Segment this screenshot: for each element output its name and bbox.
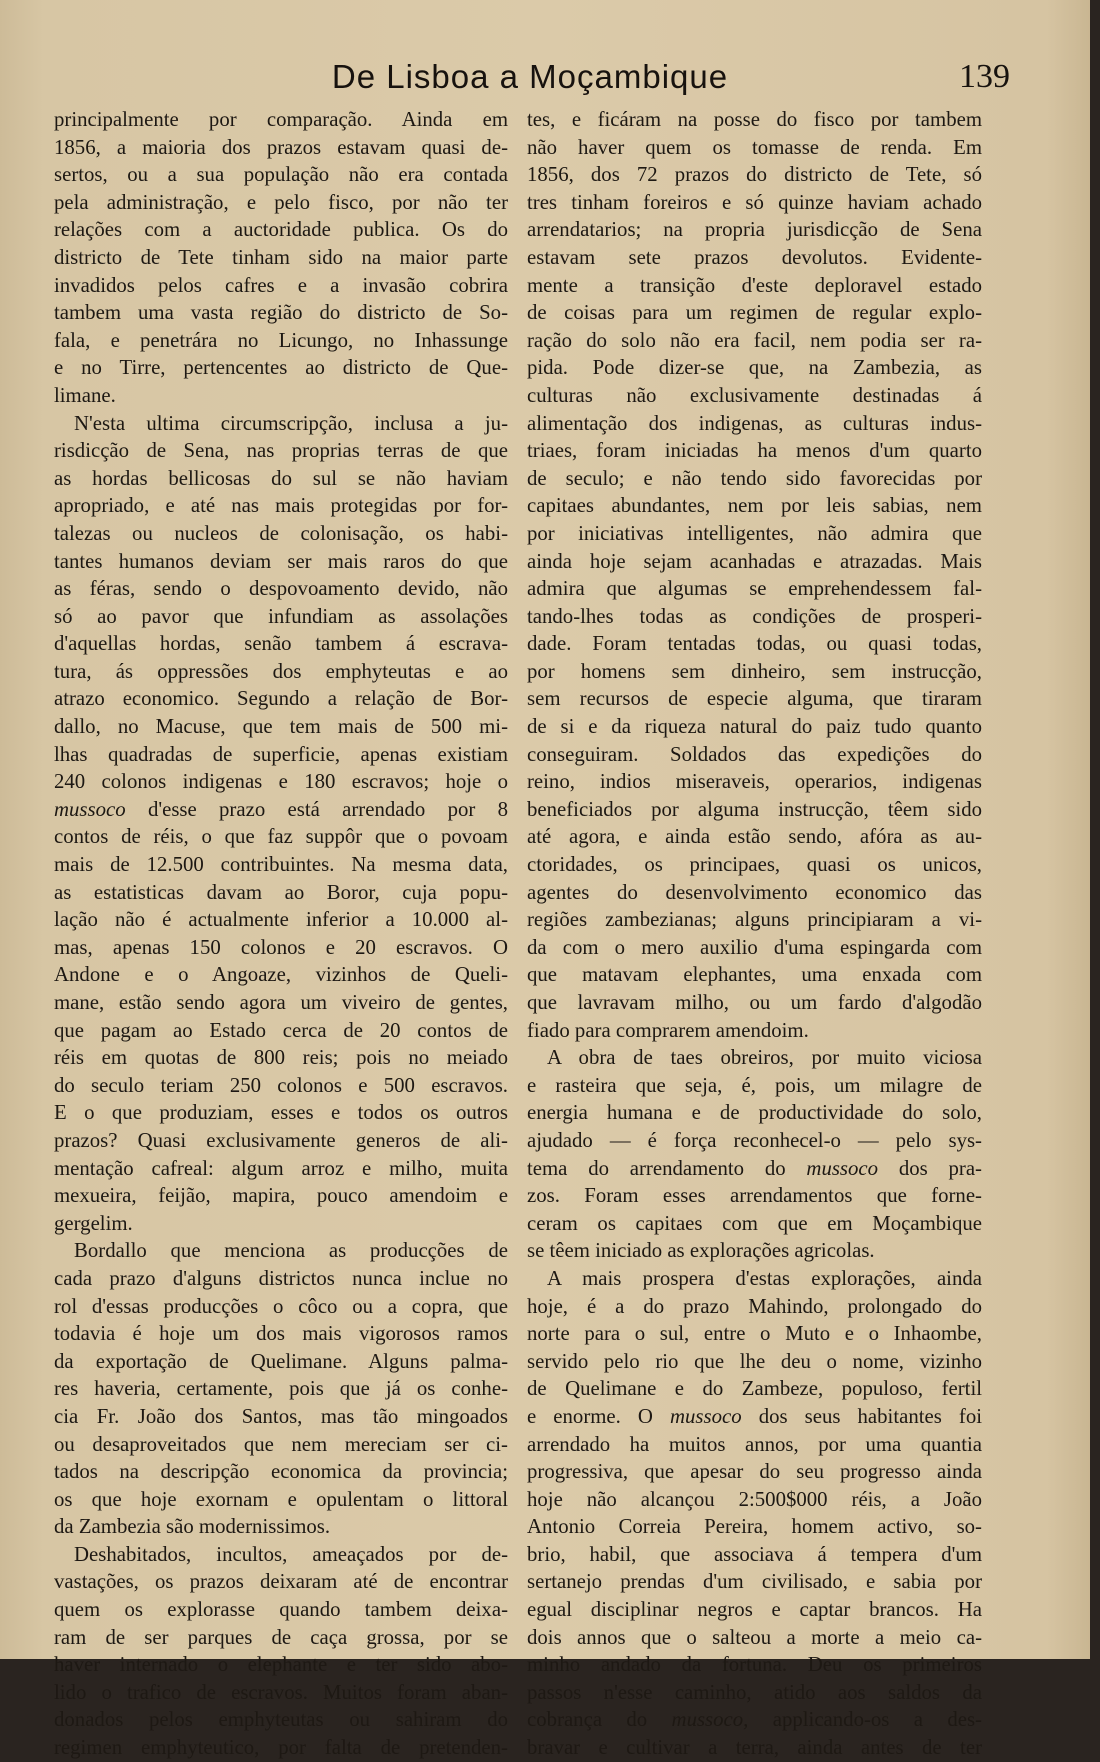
text-line xyxy=(527,1182,982,1210)
text-line xyxy=(54,216,508,244)
text-line xyxy=(54,1431,508,1459)
text-line xyxy=(54,630,508,658)
line-text: principalmente por comparação. Ainda em xyxy=(54,108,508,131)
text-line xyxy=(54,1210,508,1238)
text-line xyxy=(54,1624,508,1652)
text-line xyxy=(54,1734,508,1762)
line-text: ctoridades, os principaes, quasi os unicos, xyxy=(527,853,982,877)
text-line xyxy=(54,1596,508,1624)
line-text: tambem uma vasta região do districto de So- xyxy=(54,301,508,325)
text-line xyxy=(54,1541,508,1569)
line-text: energia humana e de productividade do solo, xyxy=(527,1101,982,1125)
page-number: 139 xyxy=(959,58,1010,95)
text-line xyxy=(54,272,508,300)
line-text: sertos, ou a sua população não era contada xyxy=(54,163,508,187)
line-text: risdicção de Sena, nas proprias terras de que xyxy=(54,439,508,463)
text-line xyxy=(527,299,982,327)
text-line xyxy=(527,603,982,631)
line-text: A mais prospera d'estas explorações, ainda xyxy=(547,1266,982,1290)
text-line xyxy=(527,465,982,493)
text-line xyxy=(527,354,982,382)
text-line xyxy=(54,575,508,603)
text-line xyxy=(527,1596,982,1624)
line-text: N'esta ultima circumscripção, inclusa a ju- xyxy=(74,411,508,435)
text-line xyxy=(54,382,508,410)
text-line xyxy=(527,575,982,603)
text-line xyxy=(527,906,982,934)
line-text: mexueira, feijão, mapira, pouco amendoim e xyxy=(54,1184,508,1208)
text-line xyxy=(527,851,982,879)
line-text: todavia é hoje um dos mais vigorosos ramos xyxy=(54,1322,508,1346)
line-text: ajudado — é força reconhecel-o — pelo sys- xyxy=(527,1128,982,1152)
text-line xyxy=(54,1182,508,1210)
line-text: e no Tirre, pertencentes ao districto de Que- xyxy=(54,356,508,380)
line-text: cobrança do xyxy=(527,1708,672,1732)
text-line xyxy=(54,1237,508,1265)
line-text: conseguiram. Soldados das expedições do xyxy=(527,742,982,766)
text-line xyxy=(527,713,982,741)
line-text: hoje não alcançou 2:500$000 réis, a João xyxy=(527,1487,982,1511)
text-line xyxy=(54,1320,508,1348)
line-text: se têem iniciado as explorações agricolas. xyxy=(527,1239,875,1263)
text-line xyxy=(527,1624,982,1652)
line-text: passos n'esse caminho, atido aos saldos da xyxy=(527,1680,982,1704)
line-text: fiado para comprarem amendoim. xyxy=(527,1018,809,1042)
text-line xyxy=(54,1679,508,1707)
text-line xyxy=(54,768,508,796)
text-line xyxy=(527,823,982,851)
line-text: dallo, no Macuse, que tem mais de 500 mi- xyxy=(54,715,508,739)
line-text: de Quelimane e do Zambeze, populoso, fertil xyxy=(527,1377,982,1401)
text-line xyxy=(527,796,982,824)
line-text: só ao pavor que infundiam as assolações xyxy=(54,604,508,628)
text-line xyxy=(54,1568,508,1596)
text-line xyxy=(54,989,508,1017)
italic-term: mussoco xyxy=(670,1404,742,1428)
line-text: atrazo economico. Segundo a relação de Bor- xyxy=(54,687,508,711)
italic-term: mussoco xyxy=(54,797,126,821)
text-line xyxy=(527,244,982,272)
line-text: d'aquellas hordas, senão tambem á escrava- xyxy=(54,632,508,656)
text-line xyxy=(527,1293,982,1321)
text-line xyxy=(54,189,508,217)
line-text: da exportação de Quelimane. Alguns palma- xyxy=(54,1349,508,1373)
line-text: alimentação dos indigenas, as culturas indus- xyxy=(527,411,982,435)
line-text: mas, apenas 150 colonos e 20 escravos. O xyxy=(54,935,508,959)
line-text: rol d'essas producções o côco ou a copra, que xyxy=(54,1294,508,1318)
text-line xyxy=(527,189,982,217)
text-line xyxy=(527,1099,982,1127)
line-text: invadidos pelos cafres e a invasão cobrira xyxy=(54,273,508,297)
text-line xyxy=(54,492,508,520)
text-line xyxy=(527,630,982,658)
line-text: sertanejo prendas d'um civilisado, e sabia por xyxy=(527,1570,982,1594)
line-text: agentes do desenvolvimento economico das xyxy=(527,880,982,904)
line-text: tura, ás oppressões dos emphyteutas e ao xyxy=(54,659,508,683)
line-text: contos de réis, o que faz suppôr que o povoam xyxy=(54,825,508,849)
text-line xyxy=(54,1458,508,1486)
line-text: d'esse prazo está arrendado por 8 xyxy=(125,797,508,821)
line-text: da com o mero auxilio d'uma espingarda com xyxy=(527,935,982,959)
line-text: bravar e cultivar a terra, ainda antes de ter xyxy=(527,1736,982,1760)
line-text: de coisas para um regimen de regular explo- xyxy=(527,301,982,325)
text-line xyxy=(54,1706,508,1734)
line-text: zos. Foram esses arrendamentos que forne- xyxy=(527,1184,982,1208)
line-text: cia Fr. João dos Santos, mas tão mingoados xyxy=(54,1404,508,1428)
text-line xyxy=(54,823,508,851)
line-text: Bordallo que menciona as producções de xyxy=(74,1239,508,1263)
text-column-right xyxy=(527,106,982,1760)
line-text: norte para o sul, entre o Muto e o Inhaombe, xyxy=(527,1322,982,1346)
line-text: res haveria, certamente, pois que já os conhe- xyxy=(54,1377,508,1401)
line-text: e rasteira que seja, é, pois, um milagre de xyxy=(527,1073,982,1097)
text-line xyxy=(527,272,982,300)
text-line xyxy=(527,1706,982,1734)
line-text: as féras, sendo o despovoamento devido, não xyxy=(54,577,508,601)
line-text: hoje, é a do prazo Mahindo, prolongado do xyxy=(527,1294,982,1318)
text-line xyxy=(54,1265,508,1293)
line-text: dos pra- xyxy=(878,1156,982,1180)
line-text: mentação cafreal: algum arroz e milho, muita xyxy=(54,1156,508,1180)
text-line xyxy=(527,685,982,713)
line-text: quem os explorasse quando tambem deixa- xyxy=(54,1598,508,1622)
text-line xyxy=(54,906,508,934)
text-line xyxy=(527,1679,982,1707)
text-line xyxy=(527,216,982,244)
line-text: lido o trafico de escravos. Muitos foram aban- xyxy=(54,1680,508,1704)
text-line xyxy=(527,1486,982,1514)
text-line xyxy=(527,1320,982,1348)
text-line xyxy=(527,437,982,465)
text-line xyxy=(527,1541,982,1569)
text-line xyxy=(527,1210,982,1238)
text-line xyxy=(54,1072,508,1100)
line-text: réis em quotas de 800 reis; pois no meiado xyxy=(54,1046,508,1070)
text-line xyxy=(527,1651,982,1679)
line-text: as estatisticas davam ao Boror, cuja popu- xyxy=(54,880,508,904)
line-text: capitaes abundantes, nem por leis sabias, nem xyxy=(527,494,982,518)
text-line xyxy=(527,1155,982,1183)
text-line xyxy=(527,741,982,769)
line-text: talezas ou nucleos de colonisação, os habi- xyxy=(54,521,508,545)
text-line xyxy=(54,134,508,162)
line-text: culturas não exclusivamente destinadas á xyxy=(527,383,982,407)
line-text: sem recursos de especie alguma, que tiraram xyxy=(527,687,982,711)
line-text: tando-lhes todas as condições de prosperi- xyxy=(527,604,982,628)
text-line xyxy=(54,658,508,686)
text-line xyxy=(527,1072,982,1100)
text-line xyxy=(527,492,982,520)
text-line xyxy=(527,1513,982,1541)
line-text: servido pelo rio que lhe deu o nome, vizinho xyxy=(527,1349,982,1373)
text-line xyxy=(527,1734,982,1762)
running-title: De Lisboa a Moçambique xyxy=(331,58,729,95)
text-line xyxy=(527,989,982,1017)
line-text: minho andado da fortuna. Deu os primeiros xyxy=(527,1653,982,1677)
text-line xyxy=(54,961,508,989)
text-line xyxy=(527,520,982,548)
italic-term: mussoco xyxy=(806,1156,879,1180)
text-line xyxy=(527,1265,982,1293)
text-line xyxy=(54,879,508,907)
line-text: arrendatarios; na propria jurisdicção de Sena xyxy=(527,218,982,242)
line-text: não haver quem os tomasse de renda. Em xyxy=(527,135,982,159)
text-line xyxy=(527,1568,982,1596)
text-line xyxy=(54,437,508,465)
text-line xyxy=(54,1044,508,1072)
line-text: gergelim. xyxy=(54,1211,133,1235)
line-text: da Zambezia são modernissimos. xyxy=(54,1515,331,1539)
text-line xyxy=(54,934,508,962)
text-line xyxy=(54,685,508,713)
line-text: prazos? Quasi exclusivamente generos de ali- xyxy=(54,1128,508,1152)
text-line xyxy=(527,934,982,962)
line-text: do seculo teriam 250 colonos e 500 escravos. xyxy=(54,1073,508,1097)
text-line xyxy=(527,1127,982,1155)
text-line xyxy=(54,1099,508,1127)
text-line xyxy=(527,134,982,162)
text-line xyxy=(54,851,508,879)
line-text: tantes humanos deviam ser mais raros do que xyxy=(54,549,508,573)
line-text: regiões zambezianas; alguns principiaram a vi- xyxy=(527,908,982,932)
line-text: ração do solo não era facil, nem podia ser ra- xyxy=(527,328,982,352)
text-line xyxy=(527,658,982,686)
text-line xyxy=(527,1403,982,1431)
text-line xyxy=(527,382,982,410)
page-header xyxy=(50,58,1010,104)
text-line xyxy=(527,768,982,796)
line-text: as hordas bellicosas do sul se não haviam xyxy=(54,466,508,490)
line-text: por iniciativas intelligentes, não admira que xyxy=(527,521,982,545)
line-text: progressiva, que apesar do seu progresso ainda xyxy=(527,1460,982,1484)
line-text: admira que algumas se emprehendessem fal- xyxy=(527,577,982,601)
line-text: apropriado, e até nas mais protegidas por for- xyxy=(54,494,508,518)
text-line xyxy=(527,1375,982,1403)
text-line xyxy=(527,410,982,438)
line-text: mais de 12.500 contribuintes. Na mesma data, xyxy=(54,853,508,877)
line-text: Deshabitados, incultos, ameaçados por de- xyxy=(74,1542,508,1566)
line-text: triaes, foram iniciadas ha menos d'um quarto xyxy=(527,439,982,463)
text-line xyxy=(54,1651,508,1679)
text-line xyxy=(54,1348,508,1376)
line-text: egual disciplinar negros e captar brancos. Ha xyxy=(527,1598,982,1622)
text-line xyxy=(54,465,508,493)
text-line xyxy=(527,1348,982,1376)
text-line xyxy=(54,548,508,576)
line-text: E o que produziam, esses e todos os outros xyxy=(54,1101,508,1125)
line-text: Andone e o Angoaze, vizinhos de Queli- xyxy=(54,963,508,987)
text-line xyxy=(54,796,508,824)
text-line xyxy=(527,327,982,355)
line-text: beneficiados por alguma instrucção, têem sido xyxy=(527,797,982,821)
line-text: fala, e penetrára no Licungo, no Inhassunge xyxy=(54,328,508,352)
line-text: lhas quadradas de superficie, apenas existiam xyxy=(54,742,508,766)
text-line xyxy=(527,961,982,989)
line-text: A obra de taes obreiros, por muito viciosa xyxy=(547,1046,982,1070)
line-text: que matavam elephantes, uma enxada com xyxy=(527,963,982,987)
line-text: tema do arrendamento do xyxy=(527,1156,807,1180)
line-text: districto de Tete tinham sido na maior parte xyxy=(54,245,508,269)
line-text: que lavravam milho, ou um fardo d'algodão xyxy=(527,991,982,1014)
line-text: limane. xyxy=(54,383,116,407)
text-line xyxy=(54,1486,508,1514)
line-text: tres tinham foreiros e só quinze haviam achado xyxy=(527,190,982,214)
text-line xyxy=(54,244,508,272)
line-text: ou desaproveitados que nem mereciam ser ci- xyxy=(54,1432,508,1456)
line-text: tados na descripção economica da provincia; xyxy=(54,1460,508,1484)
text-line xyxy=(54,520,508,548)
text-line xyxy=(54,1127,508,1155)
text-line xyxy=(54,1155,508,1183)
text-line xyxy=(54,161,508,189)
line-text: dos seus habitantes foi xyxy=(741,1404,982,1428)
text-line xyxy=(54,741,508,769)
line-text: arrendado ha muitos annos, por uma quantia xyxy=(527,1432,982,1456)
line-text: de seculo; e não tendo sido favorecidas por xyxy=(527,466,982,490)
text-line xyxy=(54,299,508,327)
line-text: cada prazo d'alguns districtos nunca inclue no xyxy=(54,1266,508,1290)
line-text: os que hoje exornam e opulentam o littoral xyxy=(54,1487,508,1511)
line-text: regimen emphyteutico, por falta de pretenden- xyxy=(54,1736,508,1760)
text-line xyxy=(54,1513,508,1541)
line-text: brio, habil, que associava á tempera d'um xyxy=(527,1542,982,1566)
text-line xyxy=(54,354,508,382)
text-line xyxy=(54,1375,508,1403)
line-text: ram de ser parques de caça grossa, por se xyxy=(54,1625,508,1649)
line-text: 1856, dos 72 prazos do districto de Tete, só xyxy=(527,163,982,187)
line-text: haver internado o elephante e ter sido abo- xyxy=(54,1653,508,1677)
text-line xyxy=(54,327,508,355)
line-text: 240 colonos indigenas e 180 escravos; hoje o xyxy=(54,770,508,794)
line-text: que pagam ao Estado cerca de 20 contos de xyxy=(54,1018,508,1042)
line-text: e enorme. O xyxy=(527,1404,670,1428)
italic-term: mussoco, xyxy=(671,1708,749,1732)
text-line xyxy=(54,106,508,134)
text-line xyxy=(527,1044,982,1072)
text-column-left xyxy=(54,106,508,1760)
text-line xyxy=(54,1403,508,1431)
line-text: reino, indios miseraveis, operarios, indigenas xyxy=(527,770,982,794)
text-line xyxy=(527,1431,982,1459)
line-text: vastações, os prazos deixaram até de encontrar xyxy=(54,1570,508,1594)
line-text: tes, e ficáram na posse do fisco por tambem xyxy=(527,108,982,131)
text-line xyxy=(54,1017,508,1045)
line-text: ceram os capitaes com que em Moçambique xyxy=(527,1211,982,1235)
line-text: mane, estão sendo agora um viveiro de gentes, xyxy=(54,991,508,1014)
text-line xyxy=(527,1237,982,1265)
line-text: lação não é actualmente inferior a 10.000 al- xyxy=(54,908,508,932)
text-line xyxy=(527,879,982,907)
line-text: por homens sem dinheiro, sem instrucção, xyxy=(527,659,982,683)
text-line xyxy=(527,106,982,134)
line-text: 1856, a maioria dos prazos estavam quasi de- xyxy=(54,135,508,159)
line-text: pida. Pode dizer-se que, na Zambezia, as xyxy=(527,356,982,380)
text-line xyxy=(54,603,508,631)
line-text: pela administração, e pelo fisco, por não ter xyxy=(54,190,508,214)
line-text: relações com a auctoridade publica. Os do xyxy=(54,218,508,242)
line-text: até agora, e ainda estão sendo, afóra as au- xyxy=(527,825,982,849)
text-line xyxy=(527,1017,982,1045)
text-line xyxy=(54,1293,508,1321)
line-text: de si e da riqueza natural do paiz tudo quanto xyxy=(527,715,982,739)
text-line xyxy=(527,161,982,189)
line-text: applicando-os a des- xyxy=(748,1708,982,1732)
text-line xyxy=(527,548,982,576)
text-line xyxy=(527,1458,982,1486)
line-text: dois annos que o salteou a morte a meio ca- xyxy=(527,1625,982,1649)
line-text: dade. Foram tentadas todas, ou quasi todas, xyxy=(527,632,982,656)
text-line xyxy=(54,713,508,741)
line-text: Antonio Correia Pereira, homem activo, so- xyxy=(527,1515,982,1539)
line-text: donados pelos emphyteutas ou sahiram do xyxy=(54,1708,508,1732)
line-text: ainda hoje sejam acanhadas e atrazadas. Mais xyxy=(527,549,982,573)
text-line xyxy=(54,410,508,438)
line-text: mente a transição d'este deploravel estado xyxy=(527,273,982,297)
line-text: estavam sete prazos devolutos. Evidente- xyxy=(527,245,982,269)
